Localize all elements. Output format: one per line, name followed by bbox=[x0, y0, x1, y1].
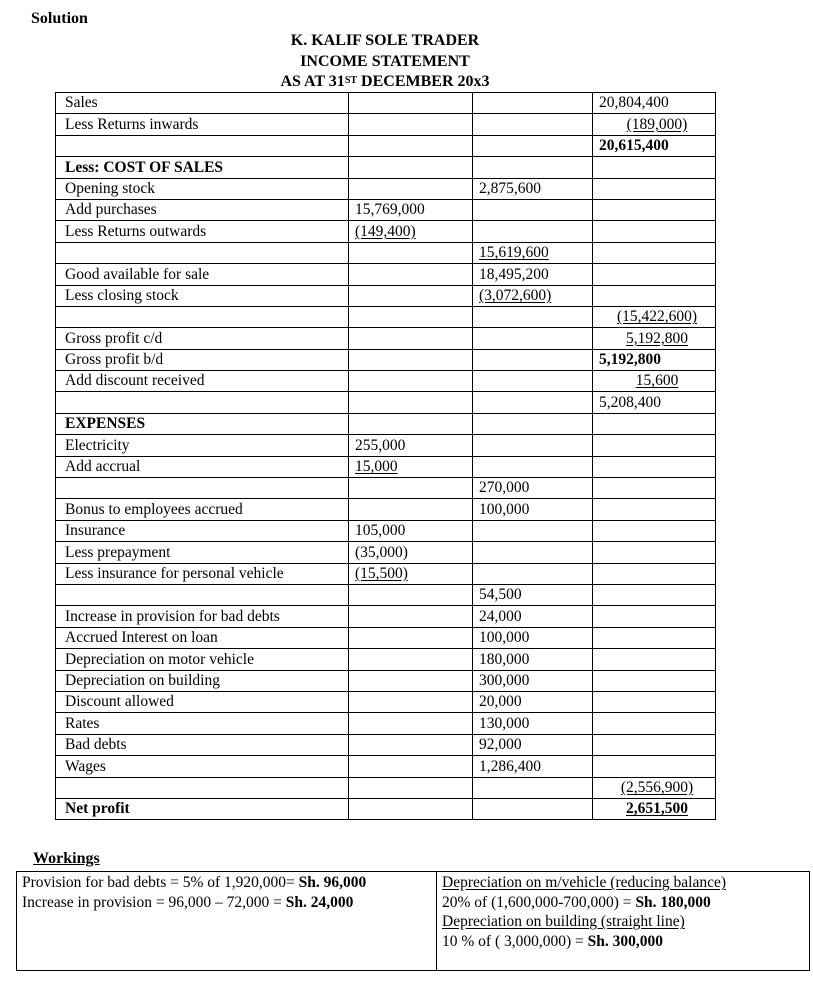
row-label: Gross profit b/d bbox=[56, 349, 349, 370]
row-label: Add purchases bbox=[56, 199, 349, 220]
building-depreciation-line bbox=[442, 932, 804, 952]
row-amount-c3 bbox=[593, 413, 716, 434]
row-amount-c2: 20,000 bbox=[473, 691, 593, 712]
statement-row bbox=[56, 371, 716, 392]
row-amount-c2 bbox=[473, 371, 593, 392]
row-amount-c1 bbox=[349, 178, 473, 199]
row-label: Less Returns inwards bbox=[56, 114, 349, 135]
row-label: Sales bbox=[56, 93, 349, 114]
mv-depreciation-text: 20% of (1,600,000-700,000) = bbox=[442, 893, 636, 911]
row-amount-c3 bbox=[593, 691, 716, 712]
statement-row bbox=[56, 777, 716, 798]
mv-depreciation-heading: Depreciation on m/vehicle (reducing balance) bbox=[442, 874, 727, 891]
row-amount-c3: 2,651,500 bbox=[593, 798, 716, 819]
row-amount-c1 bbox=[349, 777, 473, 798]
row-amount-c2 bbox=[473, 93, 593, 114]
row-amount-c3: 15,600 bbox=[593, 371, 716, 392]
row-amount-c2 bbox=[473, 199, 593, 220]
statement-row bbox=[56, 542, 716, 563]
statement-row bbox=[56, 242, 716, 263]
statement-row bbox=[56, 649, 716, 670]
statement-row bbox=[56, 563, 716, 584]
statement-row bbox=[56, 199, 716, 220]
row-amount-c1: (35,000) bbox=[349, 542, 473, 563]
row-label: Accrued Interest on loan bbox=[56, 627, 349, 648]
row-amount-c1 bbox=[349, 606, 473, 627]
date-suffix: ST bbox=[344, 75, 358, 86]
increase-text: Increase in provision = 96,000 – 72,000 = bbox=[22, 893, 286, 911]
row-label: Less prepayment bbox=[56, 542, 349, 563]
row-label: EXPENSES bbox=[56, 413, 349, 434]
mv-depreciation-value: Sh. 180,000 bbox=[635, 893, 711, 911]
row-amount-c2: 100,000 bbox=[473, 627, 593, 648]
row-label: Opening stock bbox=[56, 178, 349, 199]
statement-row bbox=[56, 349, 716, 370]
row-amount-c3 bbox=[593, 478, 716, 499]
statement-row bbox=[56, 306, 716, 327]
row-amount-c2: 15,619,600 bbox=[473, 242, 593, 263]
row-amount-c3 bbox=[593, 627, 716, 648]
provision-text: Provision for bad debts = 5% of 1,920,000= bbox=[22, 874, 299, 891]
statement-row bbox=[56, 499, 716, 520]
row-label bbox=[56, 306, 349, 327]
row-amount-c1 bbox=[349, 285, 473, 306]
row-amount-c2 bbox=[473, 413, 593, 434]
statement-row bbox=[56, 670, 716, 691]
row-amount-c1 bbox=[349, 242, 473, 263]
row-amount-c1: 15,769,000 bbox=[349, 199, 473, 220]
row-amount-c2 bbox=[473, 456, 593, 477]
row-label: Bonus to employees accrued bbox=[56, 499, 349, 520]
row-label: Gross profit c/d bbox=[56, 328, 349, 349]
row-amount-c1 bbox=[349, 264, 473, 285]
row-amount-c1 bbox=[349, 135, 473, 156]
row-amount-c2 bbox=[473, 135, 593, 156]
statement-row bbox=[56, 178, 716, 199]
row-amount-c1 bbox=[349, 499, 473, 520]
row-amount-c1 bbox=[349, 798, 473, 819]
row-label: Insurance bbox=[56, 520, 349, 541]
row-amount-c2 bbox=[473, 328, 593, 349]
row-amount-c1 bbox=[349, 93, 473, 114]
provision-value: Sh. 96,000 bbox=[298, 874, 367, 891]
increase-line bbox=[22, 893, 431, 913]
row-amount-c1 bbox=[349, 756, 473, 777]
row-label bbox=[56, 392, 349, 413]
row-amount-c1: 105,000 bbox=[349, 520, 473, 541]
row-amount-c2 bbox=[473, 435, 593, 456]
row-amount-c2: 180,000 bbox=[473, 649, 593, 670]
row-amount-c1: (149,400) bbox=[349, 221, 473, 242]
building-depreciation-value: Sh. 300,000 bbox=[587, 932, 664, 950]
row-label bbox=[56, 584, 349, 605]
row-amount-c1 bbox=[349, 371, 473, 392]
row-amount-c2 bbox=[473, 349, 593, 370]
workings-provision-cell bbox=[17, 872, 437, 971]
row-amount-c3 bbox=[593, 563, 716, 584]
statement-row bbox=[56, 435, 716, 456]
row-amount-c2 bbox=[473, 157, 593, 178]
statement-row bbox=[56, 713, 716, 734]
row-amount-c3 bbox=[593, 606, 716, 627]
row-amount-c1 bbox=[349, 627, 473, 648]
row-amount-c3 bbox=[593, 435, 716, 456]
statement-row bbox=[56, 627, 716, 648]
row-amount-c1: (15,500) bbox=[349, 563, 473, 584]
row-amount-c3 bbox=[593, 734, 716, 755]
mv-depreciation-line bbox=[442, 893, 804, 913]
row-label bbox=[56, 242, 349, 263]
row-amount-c3 bbox=[593, 178, 716, 199]
row-amount-c2 bbox=[473, 221, 593, 242]
row-amount-c2 bbox=[473, 798, 593, 819]
row-amount-c2 bbox=[473, 392, 593, 413]
row-amount-c1 bbox=[349, 713, 473, 734]
row-amount-c2: 130,000 bbox=[473, 713, 593, 734]
statement-row bbox=[56, 93, 716, 114]
row-amount-c2: 18,495,200 bbox=[473, 264, 593, 285]
row-amount-c1 bbox=[349, 413, 473, 434]
row-amount-c3 bbox=[593, 713, 716, 734]
row-label: Rates bbox=[56, 713, 349, 734]
row-amount-c3 bbox=[593, 221, 716, 242]
workings-depreciation-cell bbox=[437, 872, 810, 971]
row-amount-c2: (3,072,600) bbox=[473, 285, 593, 306]
row-label: Less insurance for personal vehicle bbox=[56, 563, 349, 584]
statement-row bbox=[56, 798, 716, 819]
row-label: Bad debts bbox=[56, 734, 349, 755]
row-amount-c3: (2,556,900) bbox=[593, 777, 716, 798]
row-amount-c2: 92,000 bbox=[473, 734, 593, 755]
statement-row bbox=[56, 413, 716, 434]
row-amount-c3 bbox=[593, 584, 716, 605]
row-amount-c1 bbox=[349, 584, 473, 605]
row-label: Increase in provision for bad debts bbox=[56, 606, 349, 627]
row-amount-c2: 270,000 bbox=[473, 478, 593, 499]
row-amount-c1 bbox=[349, 392, 473, 413]
increase-value: Sh. 24,000 bbox=[285, 893, 354, 911]
row-amount-c1 bbox=[349, 670, 473, 691]
row-label bbox=[56, 135, 349, 156]
row-amount-c3 bbox=[593, 264, 716, 285]
statement-row bbox=[56, 135, 716, 156]
row-amount-c2 bbox=[473, 563, 593, 584]
statement-row bbox=[56, 157, 716, 178]
statement-row bbox=[56, 606, 716, 627]
row-label bbox=[56, 478, 349, 499]
row-amount-c3: 20,615,400 bbox=[593, 135, 716, 156]
row-amount-c3 bbox=[593, 242, 716, 263]
row-label: Electricity bbox=[56, 435, 349, 456]
statement-row bbox=[56, 456, 716, 477]
row-amount-c2 bbox=[473, 777, 593, 798]
income-statement-table bbox=[55, 92, 716, 820]
statement-date bbox=[0, 72, 770, 93]
row-amount-c3: 5,192,800 bbox=[593, 328, 716, 349]
row-label: Less: COST OF SALES bbox=[56, 157, 349, 178]
row-amount-c1 bbox=[349, 478, 473, 499]
statement-row bbox=[56, 264, 716, 285]
date-prefix: AS AT 31 bbox=[280, 73, 345, 90]
row-amount-c1 bbox=[349, 328, 473, 349]
row-label: Depreciation on motor vehicle bbox=[56, 649, 349, 670]
row-amount-c3: (189,000) bbox=[593, 114, 716, 135]
row-amount-c3 bbox=[593, 199, 716, 220]
row-amount-c3 bbox=[593, 456, 716, 477]
row-amount-c3 bbox=[593, 520, 716, 541]
row-amount-c2: 1,286,400 bbox=[473, 756, 593, 777]
statement-row bbox=[56, 328, 716, 349]
provision-line bbox=[22, 873, 431, 893]
statement-row bbox=[56, 691, 716, 712]
statement-row bbox=[56, 756, 716, 777]
date-rest: DECEMBER 20x3 bbox=[357, 73, 490, 90]
row-amount-c2: 300,000 bbox=[473, 670, 593, 691]
workings-table bbox=[16, 871, 810, 971]
statement-title: INCOME STATEMENT bbox=[300, 52, 470, 70]
row-amount-c3 bbox=[593, 649, 716, 670]
solution-label: Solution bbox=[31, 10, 88, 27]
statement-row bbox=[56, 520, 716, 541]
row-amount-c1 bbox=[349, 649, 473, 670]
row-label: Wages bbox=[56, 756, 349, 777]
row-label: Net profit bbox=[56, 798, 349, 819]
row-label bbox=[56, 777, 349, 798]
row-amount-c1: 15,000 bbox=[349, 456, 473, 477]
statement-heading bbox=[0, 31, 770, 93]
row-amount-c3: 5,208,400 bbox=[593, 392, 716, 413]
row-amount-c3 bbox=[593, 285, 716, 306]
row-amount-c1 bbox=[349, 306, 473, 327]
row-label: Add accrual bbox=[56, 456, 349, 477]
statement-row bbox=[56, 392, 716, 413]
row-amount-c1 bbox=[349, 157, 473, 178]
building-depreciation-heading: Depreciation on building (straight line) bbox=[442, 913, 685, 931]
row-label: Good available for sale bbox=[56, 264, 349, 285]
statement-row bbox=[56, 734, 716, 755]
row-amount-c3: (15,422,600) bbox=[593, 306, 716, 327]
row-amount-c2 bbox=[473, 520, 593, 541]
row-label: Less Returns outwards bbox=[56, 221, 349, 242]
row-amount-c3: 20,804,400 bbox=[593, 93, 716, 114]
row-amount-c1 bbox=[349, 114, 473, 135]
row-label: Depreciation on building bbox=[56, 670, 349, 691]
row-amount-c3: 5,192,800 bbox=[593, 349, 716, 370]
row-amount-c1: 255,000 bbox=[349, 435, 473, 456]
statement-row bbox=[56, 114, 716, 135]
business-name: K. KALIF SOLE TRADER bbox=[290, 32, 480, 49]
row-amount-c2: 100,000 bbox=[473, 499, 593, 520]
row-amount-c2 bbox=[473, 542, 593, 563]
row-amount-c1 bbox=[349, 734, 473, 755]
row-amount-c3 bbox=[593, 756, 716, 777]
building-depreciation-text: 10 % of ( 3,000,000) = bbox=[442, 932, 588, 950]
row-amount-c2 bbox=[473, 114, 593, 135]
row-amount-c2: 24,000 bbox=[473, 606, 593, 627]
row-amount-c2: 2,875,600 bbox=[473, 178, 593, 199]
row-amount-c1 bbox=[349, 691, 473, 712]
row-amount-c2: 54,500 bbox=[473, 584, 593, 605]
row-amount-c3 bbox=[593, 499, 716, 520]
row-amount-c2 bbox=[473, 306, 593, 327]
row-amount-c3 bbox=[593, 542, 716, 563]
statement-row bbox=[56, 478, 716, 499]
row-amount-c3 bbox=[593, 670, 716, 691]
workings-title: Workings bbox=[33, 850, 100, 867]
statement-row bbox=[56, 584, 716, 605]
row-label: Add discount received bbox=[56, 371, 349, 392]
statement-row bbox=[56, 221, 716, 242]
row-amount-c1 bbox=[349, 349, 473, 370]
row-label: Discount allowed bbox=[56, 691, 349, 712]
row-amount-c3 bbox=[593, 157, 716, 178]
row-label: Less closing stock bbox=[56, 285, 349, 306]
statement-row bbox=[56, 285, 716, 306]
